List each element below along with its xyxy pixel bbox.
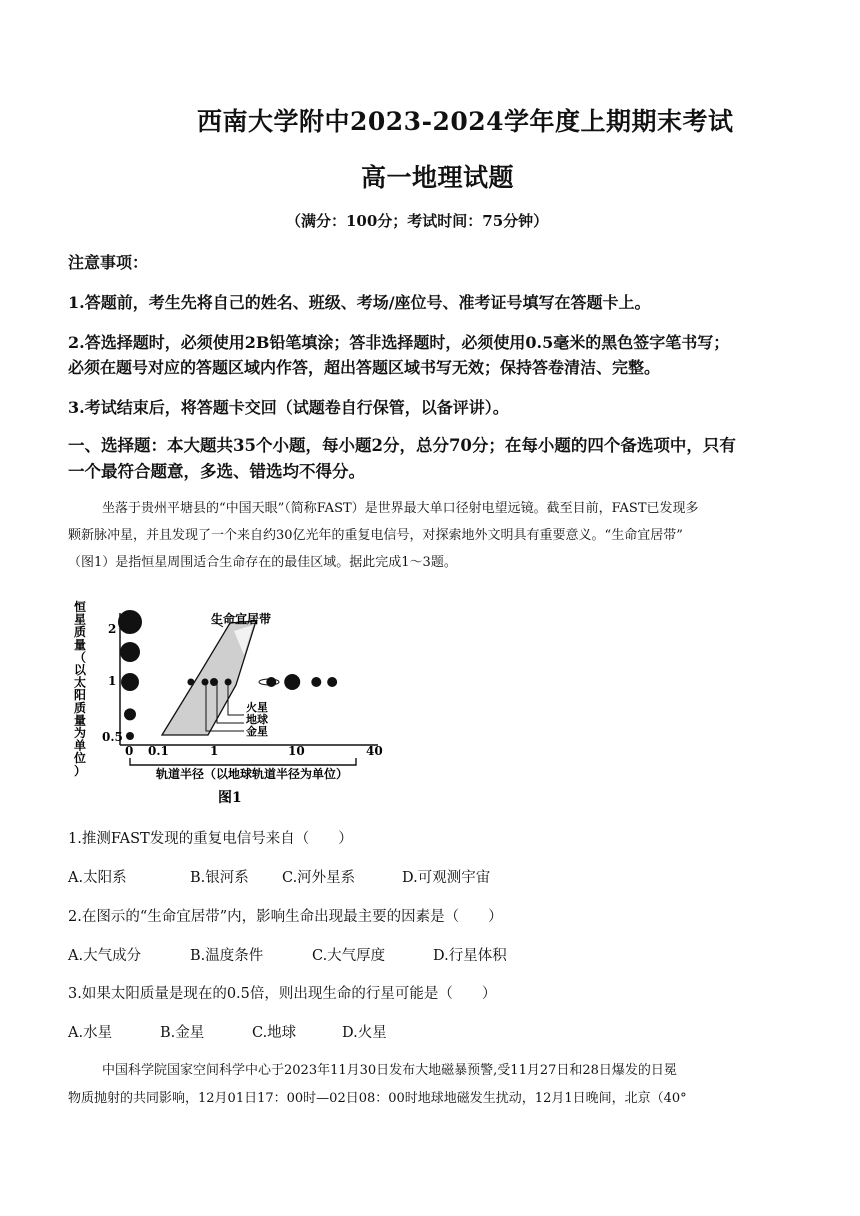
q1-option-b: B.银河系 xyxy=(190,870,249,886)
planet-marker xyxy=(187,679,194,686)
exam-subtitle: 高一地理试题 xyxy=(361,163,515,192)
q3-option-b: B.金星 xyxy=(160,1025,205,1041)
figure1-chart xyxy=(68,595,398,810)
y-axis-label-char: ） xyxy=(74,763,87,778)
passage1-line2: 颗新脉冲星，并且发现了一个来自约30亿光年的重复电信号，对探索地外文明具有重要意义。“生命宜居带” xyxy=(68,528,683,543)
passage2-line2: 物质抛射的共同影响，12月01日17：00时—02日08：00时地球地磁发生扰动，12月1日晚间，北京（40° xyxy=(68,1091,687,1106)
y-axis-label-char: 为 xyxy=(74,726,87,740)
section1-line1: 一、选择题：本大题共35个小题，每小题2分，总分70分；在每小题的四个备选项中，只有 xyxy=(68,436,736,455)
passage1-line1: 坐落于贵州平塘县的“中国天眼”（简称FAST）是世界最大单口径射电望远镜。截至目前，FAST已发现多 xyxy=(102,501,699,516)
notice-item-2: 2.答选择题时，必须使用2B铅笔填涂；答非选择题时，必须使用0.5毫米的黑色签字笔书写； xyxy=(68,333,730,352)
y-axis-label-char: 恒 xyxy=(74,600,87,614)
y-tick-1: 1 xyxy=(108,674,117,688)
planet-marker xyxy=(284,674,300,690)
q2-option-b: B.温度条件 xyxy=(190,948,264,964)
notice-item-3: 3.考试结束后，将答题卡交回（试题卷自行保管，以备评讲）。 xyxy=(68,398,509,417)
y-tick-2: 2 xyxy=(108,622,117,636)
y-axis-label-char: 质 xyxy=(74,625,87,640)
y-axis-label-char: 以 xyxy=(74,663,87,677)
y-axis-label-char: 星 xyxy=(74,612,87,627)
q3-stem: 3.如果太阳质量是现在的0.5倍，则出现生命的行星可能是（ ） xyxy=(68,986,497,1002)
notice-heading: 注意事项： xyxy=(68,253,149,272)
q1-option-a: A.太阳系 xyxy=(68,870,127,886)
passage1-line3: （图1）是指恒星周围适合生命存在的最佳区域。据此完成1～3题。 xyxy=(68,555,457,570)
q1-option-c: C.河外星系 xyxy=(282,870,356,886)
y-axis-label-char: 质 xyxy=(74,700,87,715)
q3-option-d: D.火星 xyxy=(342,1025,387,1041)
q3-option-c: C.地球 xyxy=(252,1025,297,1041)
y-axis-label-char: 单 xyxy=(74,738,87,753)
y-axis-label-char: （ xyxy=(74,650,87,665)
q2-option-a: A.大气成分 xyxy=(68,948,142,964)
q1-stem: 1.推测FAST发现的重复电信号来自（ ） xyxy=(68,831,353,847)
x-tick-0: 0 xyxy=(125,744,134,758)
y-axis-label-char: 太 xyxy=(74,675,87,690)
q2-stem: 2.在图示的“生命宜居带”内，影响生命出现最主要的因素是（ ） xyxy=(68,909,503,925)
exam-title: 西南大学附中2023-2024学年度上期期末考试 xyxy=(197,107,734,136)
x-tick-0-1: 0.1 xyxy=(148,744,169,758)
x-tick-10: 10 xyxy=(288,744,305,758)
notice-item-2-cont: 必须在题号对应的答题区域内作答，超出答题区域书写无效；保持答卷清洁、完整。 xyxy=(68,358,661,377)
y-axis-label-char: 位 xyxy=(74,751,87,766)
q2-option-d: D.行星体积 xyxy=(433,948,507,964)
section1-line2: 一个最符合题意，多选、错选均不得分。 xyxy=(68,462,365,481)
y-axis-label-char: 阳 xyxy=(74,688,87,703)
venus-label: 金星 xyxy=(246,725,268,738)
q2-option-c: C.大气厚度 xyxy=(312,948,386,964)
y-axis-label xyxy=(73,599,87,778)
mars-label: 火星 xyxy=(246,701,268,714)
habitable-zone-label: 生命宜居带 xyxy=(211,612,272,626)
x-tick-40: 40 xyxy=(366,744,383,758)
x-tick-1: 1 xyxy=(210,744,219,758)
planet-marker xyxy=(311,677,321,687)
x-axis-bracket xyxy=(130,758,356,765)
earth-label: 地球 xyxy=(246,713,268,726)
q1-option-d: D.可观测宇宙 xyxy=(402,870,491,886)
figure1-caption: 图1 xyxy=(218,790,242,806)
star-markers xyxy=(118,610,142,740)
planet-marker xyxy=(266,677,276,687)
star-marker xyxy=(126,732,134,740)
planet-marker xyxy=(202,679,209,686)
star-marker xyxy=(121,673,139,691)
notice-item-1: 1.答题前，考生先将自己的姓名、班级、考场/座位号、准考证号填写在答题卡上。 xyxy=(68,293,651,312)
star-marker xyxy=(118,610,142,634)
planet-marker xyxy=(327,677,337,687)
exam-meta: （满分：100分；考试时间：75分钟） xyxy=(286,212,549,230)
y-tick-0-5: 0.5 xyxy=(102,730,123,744)
passage2-line1: 中国科学院国家空间科学中心于2023年11月30日发布大地磁暴预警,受11月27日和28日爆发的日冕 xyxy=(102,1063,677,1078)
q3-option-a: A.水星 xyxy=(68,1025,113,1041)
x-axis-label: 轨道半径（以地球轨道半径为单位） xyxy=(156,767,349,781)
star-marker xyxy=(124,708,136,720)
y-axis-label-char: 量 xyxy=(74,637,87,652)
star-marker xyxy=(120,642,140,662)
y-axis-label-char: 量 xyxy=(74,713,87,728)
